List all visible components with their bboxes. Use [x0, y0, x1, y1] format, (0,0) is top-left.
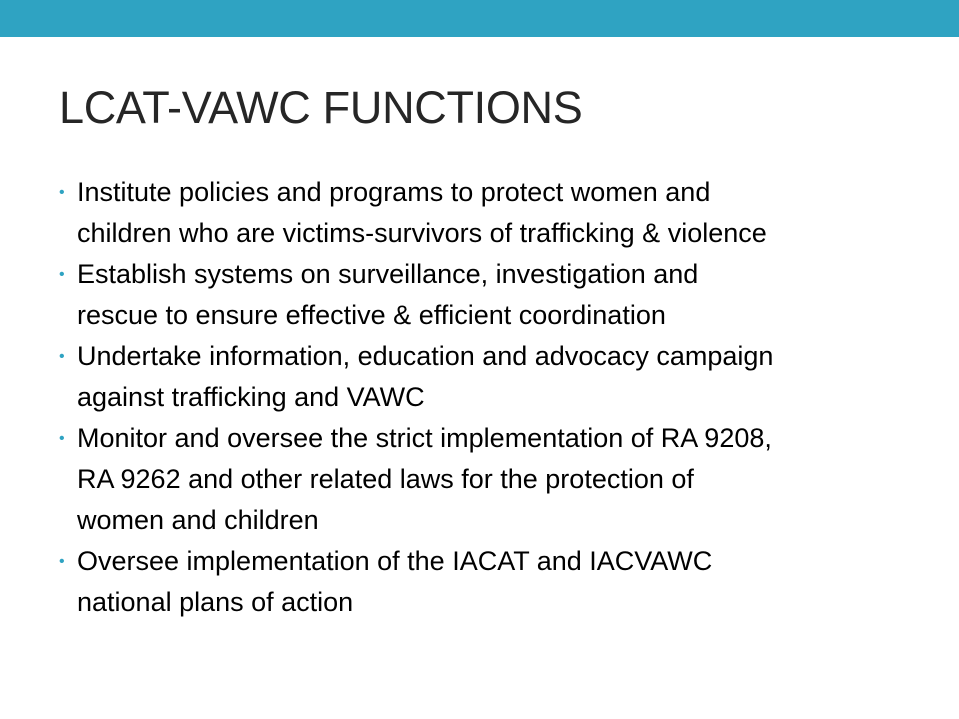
bullet-line: Monitor and oversee the strict implementation of RA 9208,	[77, 423, 772, 453]
bullet-line: women and children	[77, 505, 319, 535]
bullet-line: Establish systems on surveillance, investigation and	[77, 259, 699, 289]
top-accent-band	[0, 0, 959, 37]
bullet-line: RA 9262 and other related laws for the protection of	[77, 464, 694, 494]
bullet-item	[59, 418, 939, 541]
bullet-icon: •	[59, 348, 65, 365]
bullet-line: Institute policies and programs to protect women and	[77, 177, 711, 207]
bullet-line: children who are victims-survivors of trafficking & violence	[77, 218, 767, 248]
bullet-item	[59, 172, 939, 254]
bullet-item	[59, 336, 939, 418]
slide-title: LCAT-VAWC FUNCTIONS	[59, 82, 583, 133]
bullet-item	[59, 254, 939, 336]
bullet-icon: •	[59, 266, 65, 283]
bullet-icon: •	[59, 553, 65, 570]
bullet-icon: •	[59, 184, 65, 201]
bullet-line: against trafficking and VAWC	[77, 382, 425, 412]
bullet-line: national plans of action	[77, 587, 354, 617]
bullet-line: Oversee implementation of the IACAT and IACVAWC	[77, 546, 713, 576]
bullet-line: rescue to ensure effective & efficient coordination	[77, 300, 666, 330]
bullet-line: Undertake information, education and advocacy campaign	[77, 341, 774, 371]
bullet-icon: •	[59, 430, 65, 447]
bullet-list	[59, 172, 939, 623]
bullet-item	[59, 541, 939, 623]
